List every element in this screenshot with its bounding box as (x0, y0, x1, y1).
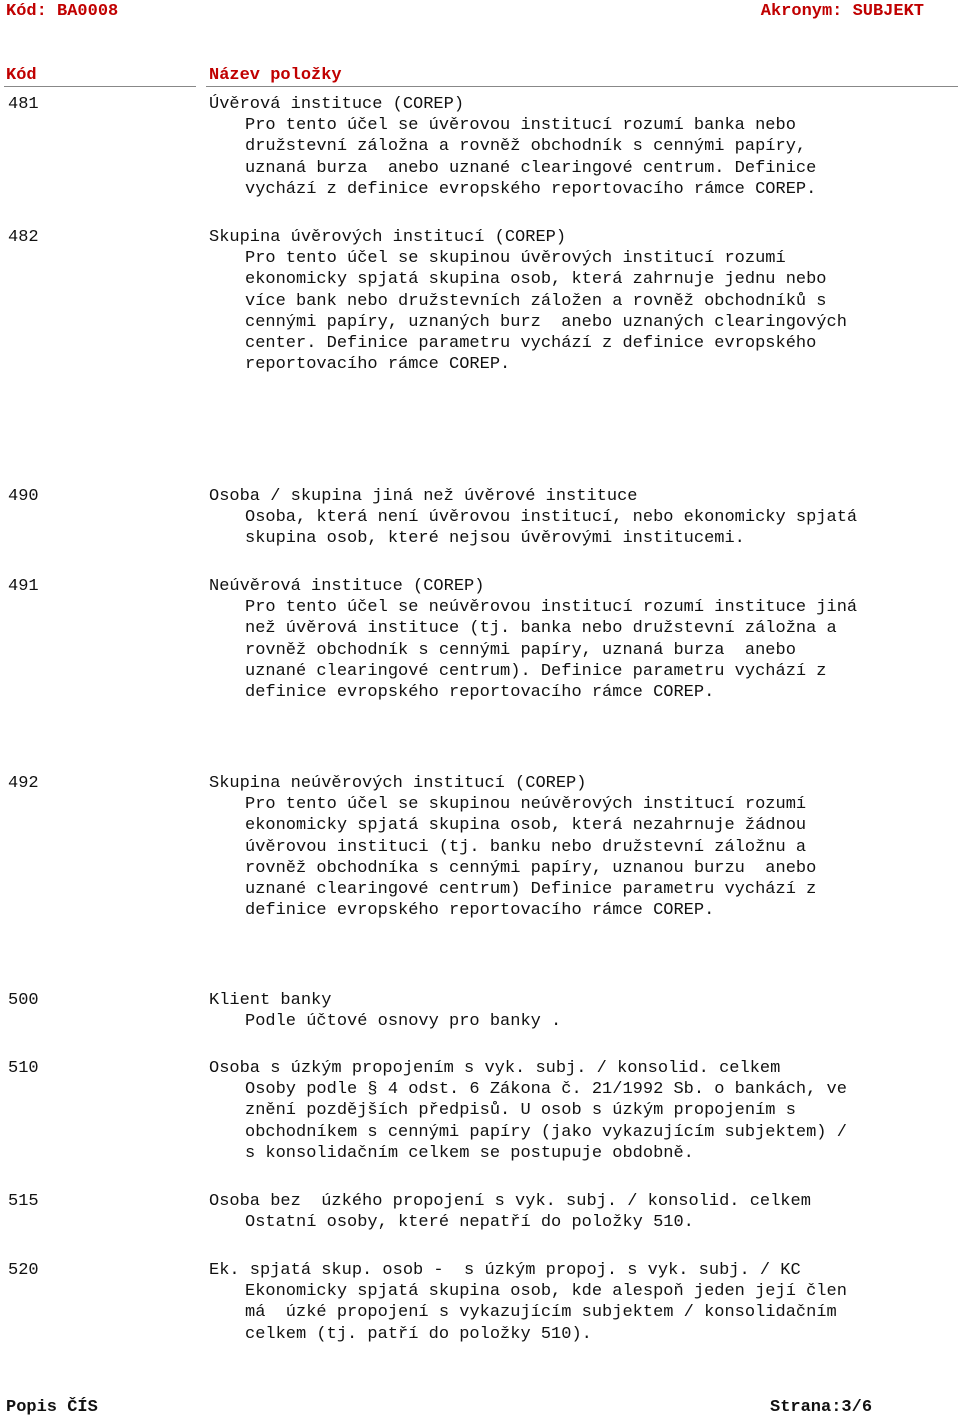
entry-code: 482 (8, 228, 39, 247)
entry-name: Skupina neúvěrových institucí (COREP) (209, 774, 587, 793)
entry-482 (0, 227, 960, 375)
entry-description: Podle účtové osnovy pro banky . (245, 1012, 562, 1032)
column-header-code: Kód (6, 66, 37, 85)
column-header-name: Název položky (209, 66, 342, 85)
entry-code: 492 (8, 774, 39, 793)
entry-description: Ekonomicky spjatá skupina osob, kde alespoň jeden její člen má úzké propojení s vykazujícím subjektem / konsolidačním celkem (tj. patří do položky 510). (245, 1282, 847, 1344)
entry-description: Osoby podle § 4 odst. 6 Zákona č. 21/1992 Sb. o bankách, ve znění pozdějších předpisů. U osob s úzkým propojením s obchodníkem s cennými papíry (jako vykazujícím subjektem) / s konsolidačním celkem se postupuje obdobně. (245, 1080, 847, 1163)
entry-code: 515 (8, 1192, 39, 1211)
entry-490 (0, 486, 960, 571)
entry-481 (0, 94, 960, 199)
entry-510 (0, 1058, 960, 1163)
column-rule-name (206, 86, 958, 87)
footer-title: Popis ČÍS (6, 1398, 98, 1417)
entry-description: Pro tento účel se úvěrovou institucí rozumí banka nebo družstevní záložna a rovněž obchodník s cennými papíry, uznaná burza anebo uznané clearingové centrum. Definice vychází z definice evropského reportovacího rámce COREP. (245, 116, 817, 199)
page-number: Strana:3/6 (770, 1398, 873, 1417)
column-rule-code (4, 86, 196, 87)
entry-description: Ostatní osoby, které nepatří do položky 510. (245, 1213, 694, 1233)
entry-code: 510 (8, 1059, 39, 1078)
entry-491 (0, 576, 960, 702)
entry-name: Osoba / skupina jiná než úvěrové instituce (209, 487, 638, 506)
entry-name: Skupina úvěrových institucí (COREP) (209, 228, 567, 247)
document-code-header: Kód: BA0008 (6, 2, 119, 21)
entry-name: Osoba bez úzkého propojení s vyk. subj. / konsolid. celkem (209, 1192, 811, 1211)
acronym-header: Akronym: SUBJEKT (760, 2, 924, 21)
entry-name: Osoba s úzkým propojením s vyk. subj. / konsolid. celkem (209, 1059, 781, 1078)
entry-code: 491 (8, 577, 39, 596)
entry-description: Pro tento účel se neúvěrovou institucí rozumí instituce jiná než úvěrová instituce (tj. banka nebo družstevní záložna a rovněž obchodník s cennými papíry, uznaná burza anebo uznané clearingové centrum). Definice parametru vychází z definice evropského reportovacího rámce COREP. (245, 598, 858, 702)
entry-code: 490 (8, 487, 39, 506)
entry-name: Úvěrová instituce (COREP) (209, 95, 465, 114)
entry-code: 520 (8, 1261, 39, 1280)
entry-description: Osoba, která není úvěrovou institucí, nebo ekonomicky spjatá skupina osob, které nejsou úvěrovými institucemi. (245, 508, 858, 549)
entry-code: 500 (8, 991, 39, 1010)
entry-520 (0, 1260, 960, 1345)
entry-name: Ek. spjatá skup. osob - s úzkým propoj. s vyk. subj. / KC (209, 1261, 801, 1280)
entry-description: Pro tento účel se skupinou neúvěrových institucí rozumí ekonomicky spjatá skupina osob, která nezahrnuje žádnou úvěrovou instituci (tj. banku nebo družstevní záložnu a rovněž obchodníka s cennými papíry, uznanou burzu anebo uznané clearingové centrum) Definice parametru vychází z definice evropského reportovacího rámce COREP. (245, 795, 817, 921)
entry-name: Neúvěrová instituce (COREP) (209, 577, 485, 596)
entry-code: 481 (8, 95, 39, 114)
entry-name: Klient banky (209, 991, 332, 1010)
entry-492 (0, 773, 960, 921)
entry-description: Pro tento účel se skupinou úvěrových institucí rozumí ekonomicky spjatá skupina osob, která zahrnuje jednu nebo více bank nebo družstevních záložen a rovněž obchodníků s cennými papíry, uznaných burz anebo uznaných clearingových center. Definice parametru vychází z definice evropského reportovacího rámce COREP. (245, 249, 847, 375)
